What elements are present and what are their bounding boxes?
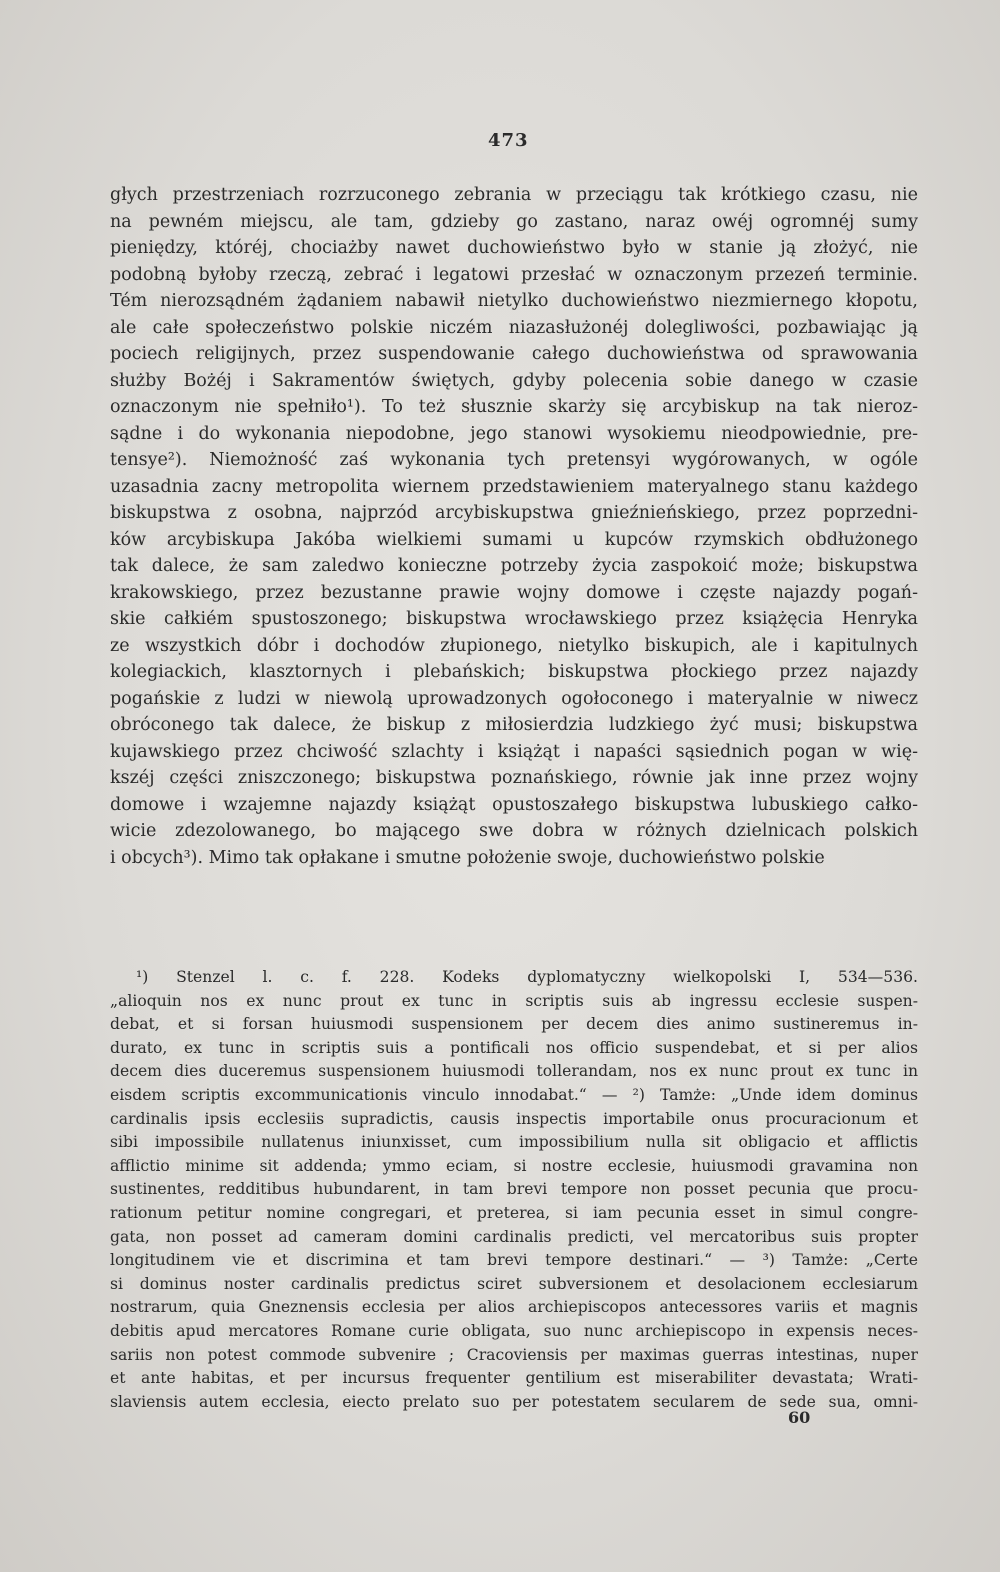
body-line: na pewném miejscu, ale tam, gdzieby go zastano, naraz owéj ogromnéj sumy [110,211,918,232]
body-line: domowe i wzajemne najazdy książąt opustoszałego biskupstwa lubuskiego całko- [110,794,918,815]
footnote-line: sariis non potest commode subvenire ; Cracoviensis per maximas guerras intestinas, nuper [110,1345,918,1364]
body-line: tak dalece, że sam zaledwo konieczne potrzeby życia zaspokoić może; biskupstwa [110,556,918,576]
body-line: uzasadnia zacny metropolita wiernem przedstawieniem materyalnego stanu każdego [110,476,918,497]
footnote-line: nostrarum, quia Gneznensis ecclesia per alios archiepiscopos antecessores variis et magnis [110,1298,918,1317]
footnote-line: afflictio minime sit addenda; ymmo eciam, si nostre ecclesie, huiusmodi gravamina non [110,1156,918,1175]
body-line: kszéj części zniszczonego; biskupstwa poznańskiego, równie jak inne przez wojny [110,768,918,788]
body-line: głych przestrzeniach rozrzuconego zebrania w przeciągu tak krótkiego czasu, nie [110,185,918,205]
body-line: sądne i do wykonania niepodobne, jego stanowi wysokiemu nieodpowiednie, pre- [110,423,918,444]
body-line: kujawskiego przez chciwość szlachty i książąt i napaści sąsiednich pogan w wię- [110,741,918,762]
footnote-line: rationum petitur nomine congregari, et preterea, si iam pecunia esset in simul congre- [110,1203,918,1222]
footnote-line: decem dies duceremus suspensionem huiusmodi tollerandam, nos ex nunc prout ex tunc in [110,1062,918,1081]
footnote-line: gata, non posset ad cameram domini cardinalis predicti, vel mercatoribus suis propter [110,1227,918,1246]
body-line: wicie zdezolowanego, bo mającego swe dobra w różnych dzielnicach polskich [110,821,918,841]
body-line: ków arcybiskupa Jakóba wielkiemi sumami u kupców rzymskich obdłużonego [110,529,918,550]
footnote-line: sibi impossibile nullatenus iniunxisset, cum impossibilium nulla sit obligacio et afflictis [110,1133,918,1152]
body-line: podobną byłoby rzeczą, zebrać i legatowi przesłać w oznaczonym przezeń terminie. [110,264,918,285]
footnote-line: debat, et si forsan huiusmodi suspensionem per decem dies animo sustineremus in- [110,1015,918,1034]
body-line: służby Bożéj i Sakramentów świętych, gdyby polecenia sobie danego w czasie [110,370,918,391]
body-line: oznaczonym nie spełniło¹). To też słusznie skarży się arcybiskup na tak nieroz- [110,397,918,417]
body-line: obróconego tak dalece, że biskup z miłosierdzia ludzkiego żyć musi; biskupstwa [110,715,918,735]
footnote-line: si dominus noster cardinalis predictus sciret subversionem et desolacionem ecclesiarum [110,1274,918,1293]
sheet-signature-number: 60 [788,1408,811,1427]
body-line: Tém nierozsądném żądaniem nabawił nietylko duchowieństwo niezmiernego kłopotu, [110,291,918,311]
body-line: pociech religijnych, przez suspendowanie całego duchowieństwa od sprawowania [110,344,918,364]
footnote-line: et ante habitas, et per incursus frequenter gentilium est miserabiliter devastata; Wrati- [110,1369,918,1388]
body-line: tensye²). Niemożność zaś wykonania tych pretensyi wygórowanych, w ogóle [110,450,918,470]
footnotes [110,966,918,1414]
body-line: pieniędzy, któréj, chociażby nawet duchowieństwo było w stanie ją złożyć, nie [110,238,918,258]
footnote-line: sustinentes, redditibus hubundarent, in tam brevi tempore non posset pecunia que procu- [110,1180,918,1199]
footnote-line: durato, ex tunc in scriptis suis a pontificali nos officio suspendebat, et si per alios [110,1038,918,1057]
body-line: kolegiackich, klasztornych i plebańskich; biskupstwa płockiego przez najazdy [110,662,918,682]
main-text [110,182,918,871]
body-line: biskupstwa z osobna, najprzód arcybiskupstwa gnieźnieńskiego, przez poprzedni- [110,503,918,523]
body-line: ale całe społeczeństwo polskie niczém niazasłużonéj dolegliwości, pozbawiając ją [110,317,918,338]
body-line: i obcych³). Mimo tak opłakane i smutne położenie swoje, duchowieństwo polskie [110,847,825,868]
footnote-line: longitudinem vie et discrimina et tam brevi tempore destinari.“ — ³) Tamże: „Certe [110,1251,918,1270]
body-line: skie całkiém spustoszonego; biskupstwa wrocławskiego przez książęcia Henryka [110,609,918,629]
footnote-line: ¹) Stenzel l. c. f. 228. Kodeks dyplomatyczny wielkopolski I, 534—536. [136,968,918,986]
body-line: ze wszystkich dóbr i dochodów złupionego, nietylko biskupich, ale i kapitulnych [110,635,918,656]
footnote-line: debitis apud mercatores Romane curie obligata, suo nunc archiepiscopo in expensis neces- [110,1321,918,1340]
body-line: krakowskiego, przez bezustanne prawie wojny domowe i częste najazdy pogań- [110,582,918,603]
footnote-line: slaviensis autem ecclesia, eiecto prelato suo per potestatem secularem de sede sua, omni- [110,1392,918,1411]
page-number: 473 [488,130,529,151]
body-line: pogańskie z ludzi w niewolą uprowadzonych ogołoconego i materyalnie w niwecz [110,688,918,709]
footnote-line: „alioquin nos ex nunc prout ex tunc in scriptis suis ab ingressu ecclesie suspen- [110,991,918,1010]
footnote-line: eisdem scriptis excommunicationis vinculo innodabat.“ — ²) Tamże: „Unde idem dominus [110,1085,918,1104]
footnote-line: cardinalis ipsis ecclesiis supradictis, causis inspectis importabile onus procuracionum et [110,1109,918,1128]
